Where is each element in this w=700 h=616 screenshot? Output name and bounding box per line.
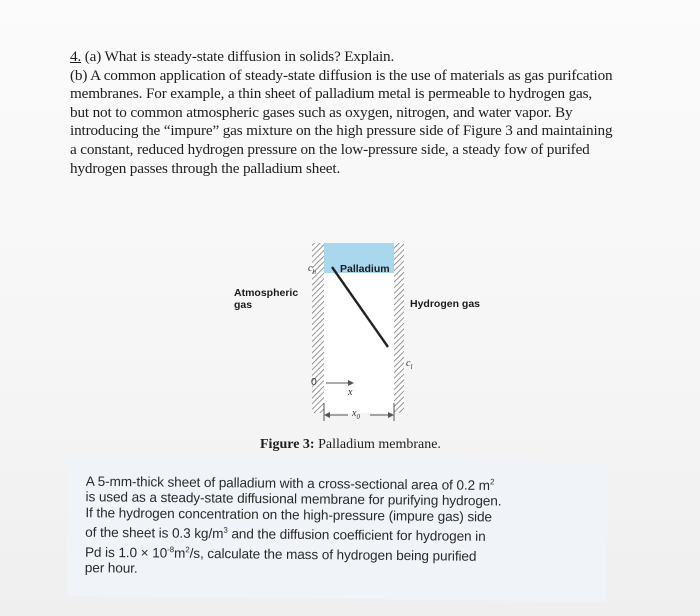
problem-line-5-end: /s, calculate the mass of hydrogen being purified bbox=[189, 545, 477, 564]
low-concentration-symbol bbox=[406, 358, 412, 371]
figure-caption-text: Palladium membrane. bbox=[314, 437, 441, 452]
diffusion-exponent: -8 bbox=[167, 544, 175, 554]
problem-line-4-end: and the diffusion coefficient for hydrogen in bbox=[227, 526, 486, 545]
question-part-b-line-4: introducing the “impure” gas mixture on the high pressure side of Figure 3 and maintaining bbox=[70, 122, 613, 140]
area-exponent: 2 bbox=[489, 477, 495, 487]
problem-line-2: is used as a steady-state diffusional membrane for purifying hydrogen. bbox=[85, 489, 502, 509]
ch-symbol: c bbox=[308, 263, 313, 274]
cl-symbol: c bbox=[406, 358, 411, 369]
thickness-label bbox=[352, 408, 360, 421]
question-number: 4. bbox=[70, 48, 82, 65]
question-part-a-text: (a) What is steady-state diffusion in solids? Explain. bbox=[81, 48, 395, 65]
figure-caption bbox=[260, 437, 441, 453]
problem-statement-text bbox=[85, 470, 598, 581]
problem-line-4-start: of the sheet is 0.3 kg/m bbox=[85, 524, 224, 542]
problem-line-5-start: Pd is 1.0 × 10 bbox=[84, 544, 168, 561]
x0-subscript: 0 bbox=[356, 413, 360, 421]
question-part-b-line-6: hydrogen passes through the palladium sheet. bbox=[70, 159, 341, 177]
concentration-exponent: 3 bbox=[223, 525, 228, 535]
origin-label: 0 bbox=[311, 376, 317, 388]
atmospheric-gas-label-line2: gas bbox=[234, 299, 253, 311]
question-part-b-line-2: membranes. For example, a thin sheet of palladium metal is permeable to hydrogen gas, bbox=[70, 85, 593, 103]
palladium-membrane-figure bbox=[220, 235, 520, 455]
question-4 bbox=[70, 48, 682, 178]
palladium-label: Palladium bbox=[340, 263, 390, 275]
problem-statement-box bbox=[67, 456, 608, 602]
figure-caption-number: Figure 3: bbox=[260, 437, 315, 452]
x0-symbol: x bbox=[352, 408, 357, 419]
question-part-a bbox=[70, 48, 682, 67]
x-axis-label: x bbox=[348, 387, 353, 398]
problem-line-5-unit: m bbox=[173, 545, 186, 561]
problem-line-1-text: A 5-mm-thick sheet of palladium with a cross-sectional area of 0.2 m bbox=[85, 473, 491, 493]
atmospheric-gas-label-line1: Atmospheric bbox=[234, 287, 299, 299]
high-concentration-symbol bbox=[308, 263, 316, 276]
question-part-b-line-3: but not to common atmospheric gases such as oxygen, nitrogen, and water vapor. By bbox=[70, 103, 573, 121]
problem-line-3: If the hydrogen concentration on the high-pressure (impure gas) side bbox=[85, 505, 493, 525]
cl-subscript: l bbox=[410, 363, 413, 371]
question-part-b-line-5: a constant, reduced hydrogen pressure on the low-pressure side, a steady fow of purifed bbox=[70, 140, 590, 158]
hydrogen-gas-label: Hydrogen gas bbox=[410, 298, 481, 310]
membrane-right-wall bbox=[394, 243, 404, 413]
problem-line-6: per hour. bbox=[84, 560, 138, 576]
question-part-b-line-1: (b) A common application of steady-state diffusion is the use of materials as gas purifcation bbox=[70, 66, 613, 84]
ch-subscript: h bbox=[312, 268, 316, 276]
unit-exponent: 2 bbox=[185, 544, 190, 554]
